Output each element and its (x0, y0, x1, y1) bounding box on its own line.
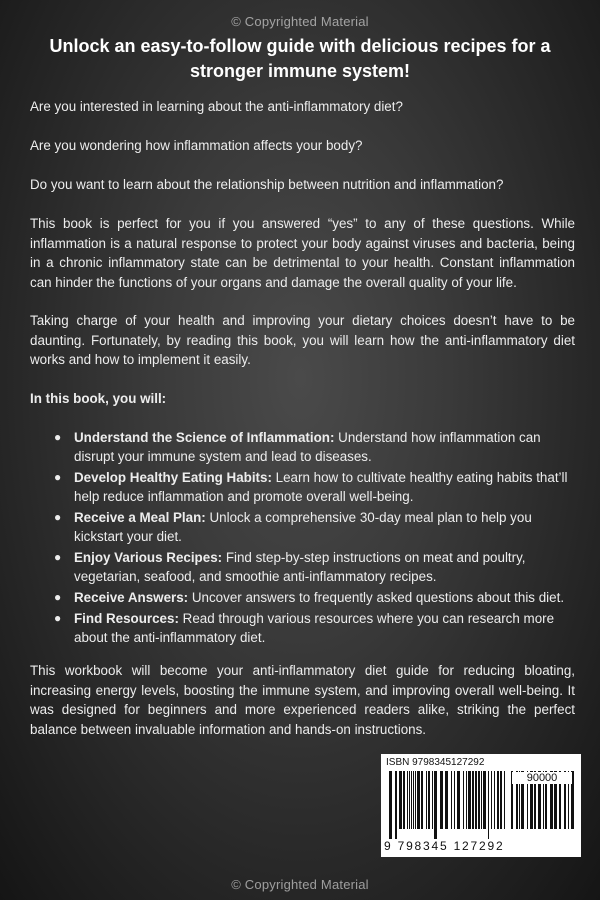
reassurance-paragraph: Taking charge of your health and improving your dietary choices doesn’t have to be daunting. Fortunately, by reading this book, you will learn how the anti-inflammatory diet works and how to implement it easily. (30, 313, 575, 367)
intro-paragraph: This book is perfect for you if you answered “yes” to any of these questions. While inflammation is a natural response to protect your body against viruses and bacteria, being in a chronic inflammatory state can be detrimental to your health. Constant inflammation can hinder the functions of your organs and damage the overall quality of your life. (30, 216, 575, 290)
feature-text: Learn how to cultivate healthy eating habits that’ll help reduce inflammation and promote overall well-being. (74, 470, 568, 504)
feature-text: Read through various resources where you can research more about the anti-inflammatory diet. (74, 611, 555, 645)
feature-text: Unlock a comprehensive 30-day meal plan to help you kickstart your diet. (74, 510, 532, 544)
barcode-icon (389, 771, 507, 839)
watermark-bottom: © Copyrighted Material (231, 877, 369, 892)
bullet-icon: ● (54, 470, 62, 484)
bullet-icon: ● (54, 550, 62, 564)
list-heading: In this book, you will: (30, 391, 167, 406)
feature-lead: Develop Healthy Eating Habits: (74, 470, 272, 485)
isbn-label: ISBN 9798345127292 (386, 757, 485, 768)
feature-list (54, 428, 584, 649)
feature-item (54, 508, 584, 546)
question-2: Are you wondering how inflammation affects your body? (30, 138, 363, 153)
barcode-box (381, 754, 581, 857)
feature-text: Find step-by-step instructions on meat and poultry, vegetarian, seafood, and smoothie anti-inflammatory recipes. (74, 550, 526, 584)
feature-item (54, 468, 584, 506)
feature-lead: Receive Answers: (74, 590, 189, 605)
isbn-digits: 9 798345 127292 (384, 839, 505, 853)
closing-paragraph: This workbook will become your anti-inflammatory diet guide for reducing bloating, increasing energy levels, boosting the immune system, and improving overall well-being. It was designed for beginners and more experienced readers alike, striking the perfect balance between invaluable information and hands-on instructions. (30, 663, 575, 737)
watermark-top: © Copyrighted Material (231, 14, 369, 29)
headline: Unlock an easy-to-follow guide with delicious recipes for a stronger immune system! (49, 36, 551, 81)
question-1: Are you interested in learning about the anti-inflammatory diet? (30, 99, 403, 114)
feature-text: Understand how inflammation can disrupt your immune system and lead to diseases. (74, 430, 541, 464)
feature-lead: Understand the Science of Inflammation: (74, 430, 335, 445)
feature-text: Uncover answers to frequently asked questions about this diet. (188, 590, 565, 605)
feature-item (54, 428, 584, 466)
bullet-icon: ● (54, 510, 62, 524)
question-3: Do you want to learn about the relationship between nutrition and inflammation? (30, 177, 504, 192)
bullet-icon: ● (54, 590, 62, 604)
feature-item (54, 548, 584, 586)
feature-lead: Enjoy Various Recipes: (74, 550, 223, 565)
addon-number: 90000 (512, 772, 572, 784)
bullet-icon: ● (54, 430, 62, 444)
feature-item (54, 588, 584, 607)
bullet-icon: ● (54, 611, 62, 625)
feature-lead: Find Resources: (74, 611, 179, 626)
feature-item (54, 609, 584, 647)
feature-lead: Receive a Meal Plan: (74, 510, 206, 525)
